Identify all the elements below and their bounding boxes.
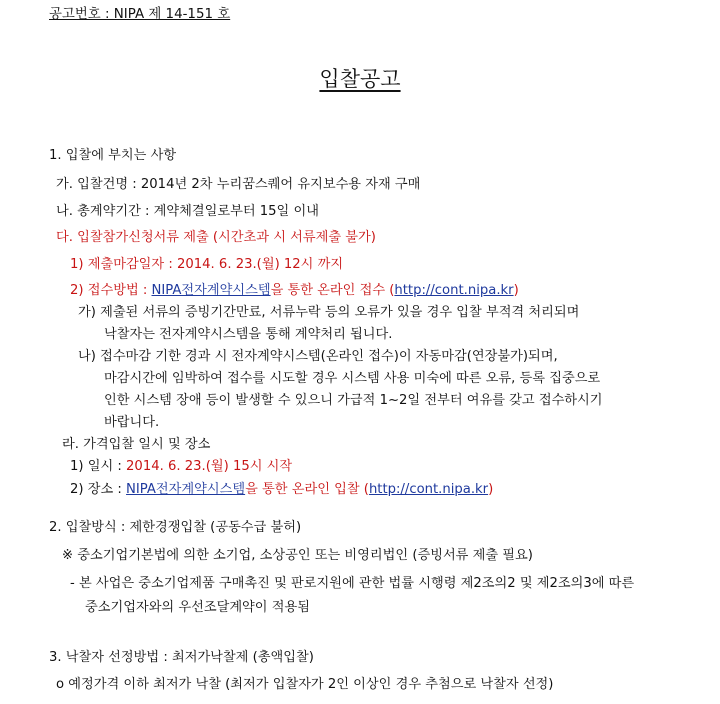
note-na2-line1: 나) 접수마감 기한 경과 시 전자계약시스템(온라인 접수)이 자동마감(연장불가)되며, xyxy=(78,349,558,364)
item-ra2-label: 2) 장소 : xyxy=(70,482,127,497)
item-da2-method xyxy=(70,282,519,300)
item-ra1-label: 1) 일시 : xyxy=(70,459,127,474)
item-ra2-text: 을 통한 온라인 입찰 ( xyxy=(245,482,369,497)
section-1-heading: 1. 입찰에 부치는 사항 xyxy=(49,148,177,163)
item-na-contract-period: 나. 총계약기간 : 계약체결일로부터 15일 이내 xyxy=(56,204,319,219)
item-ga-bid-name: 가. 입찰건명 : 2014년 2차 누리꿈스퀘어 유지보수용 자재 구매 xyxy=(56,177,421,192)
item-da2-close: ) xyxy=(513,283,519,298)
page-title: 입찰공고 xyxy=(319,67,401,91)
item-da2-label: 2) 접수방법 : xyxy=(70,283,152,298)
notice-number: 공고번호 : NIPA 제 14-151 호 xyxy=(49,7,231,22)
section-2-note: ※ 중소기업기본법에 의한 소기업, 소상공인 또는 비영리법인 (증빙서류 제출 필요) xyxy=(62,548,533,563)
section-3-heading: 3. 낙찰자 선정방법 : 최저가낙찰제 (총액입찰) xyxy=(49,650,314,665)
note-na2-line4: 바랍니다. xyxy=(104,415,160,430)
item-da2-text: 을 통한 온라인 접수 ( xyxy=(270,283,395,298)
item-ra-price-bid: 라. 가격입찰 일시 및 장소 xyxy=(62,437,211,452)
e-contract-system-link-2[interactable]: NIPA전자계약시스템 xyxy=(126,482,246,497)
section-2-heading: 2. 입찰방식 : 제한경쟁입찰 (공동수급 불허) xyxy=(49,520,302,535)
item-da1-deadline: 1) 제출마감일자 : 2014. 6. 23.(월) 12시 까지 xyxy=(70,257,344,272)
note-na2-line2: 마감시간에 임박하여 접수를 시도할 경우 시스템 사용 미숙에 따른 오류, 등록 집중으로 xyxy=(104,371,601,386)
section-2-bullet-line1: - 본 사업은 중소기업제품 구매촉진 및 판로지원에 관한 법률 시행령 제2조의2 및 제2조의3에 따른 xyxy=(70,576,635,591)
item-ra1-value: 2014. 6. 23.(월) 15시 시작 xyxy=(126,459,293,474)
item-ra1-datetime xyxy=(70,458,292,476)
note-na2-line3: 인한 시스템 장애 등이 발생할 수 있으니 가급적 1~2일 전부터 여유를 갖고 접수하시기 xyxy=(104,393,603,408)
section-2-bullet-line2: 중소기업자와의 우선조달계약이 적용됨 xyxy=(85,600,310,615)
item-ra2-place xyxy=(70,481,493,499)
e-contract-system-link[interactable]: NIPA전자계약시스템 xyxy=(151,283,271,298)
note-ga2-line2: 낙찰자는 전자계약시스템을 통해 계약처리 됩니다. xyxy=(104,327,393,342)
item-ra2-close: ) xyxy=(488,482,494,497)
contract-url-link[interactable]: http://cont.nipa.kr xyxy=(394,283,514,298)
note-ga2-line1: 가) 제출된 서류의 증빙기간만료, 서류누락 등의 오류가 있을 경우 입찰 부적격 처리되며 xyxy=(78,305,580,320)
section-3-item: o 예정가격 이하 최저가 낙찰 (최저가 입찰자가 2인 이상인 경우 추첨으로 낙찰자 선정) xyxy=(56,677,554,692)
item-da-submission: 다. 입찰참가신청서류 제출 (시간초과 시 서류제출 불가) xyxy=(56,230,376,245)
contract-url-link-2[interactable]: http://cont.nipa.kr xyxy=(368,482,489,497)
